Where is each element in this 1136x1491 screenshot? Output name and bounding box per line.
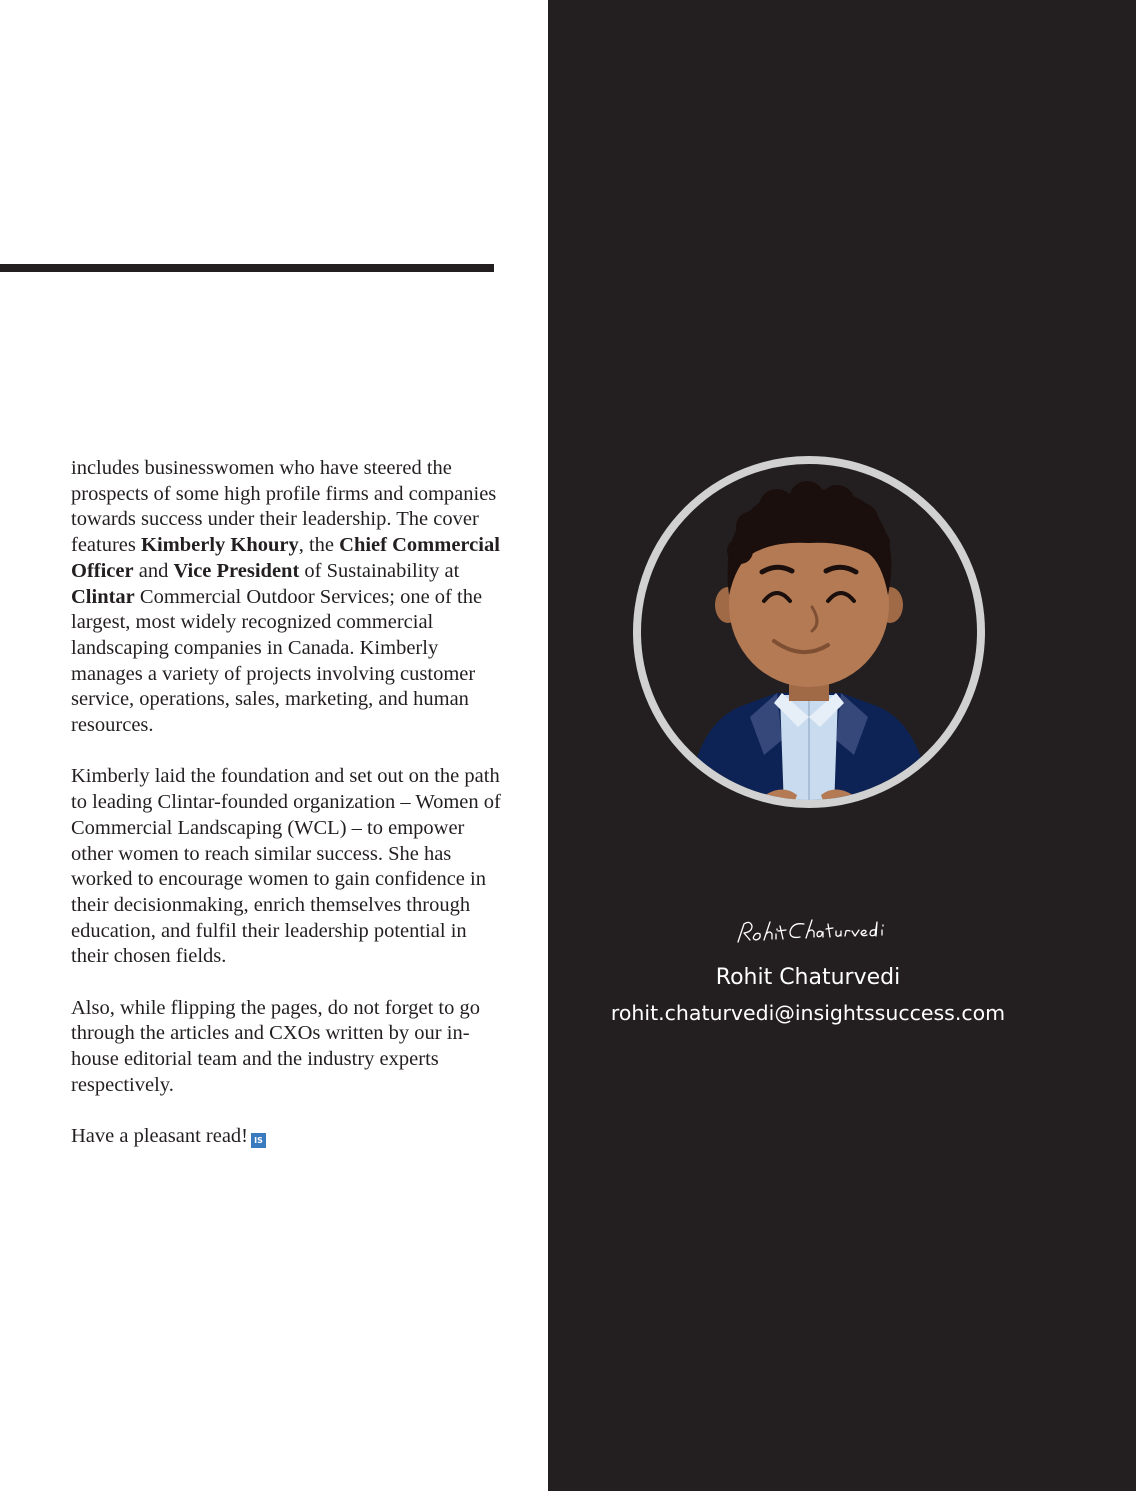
highlight-company: Clintar (71, 585, 135, 608)
editorial-body (71, 456, 501, 1176)
paragraph-wcl: Kimberly laid the foundation and set out on the path to leading Clintar-founded organization – Women of Commercial Landscaping (WCL) – to empower other women to reach similar success. She has worked to encourage women to gain confidence in their decisionmaking, enrich themselves through education, and fulfil their leadership potential in their chosen fields. (71, 765, 501, 968)
paragraph-cover-feature: includes businesswomen who have steered the prospects of some high profile firms and companies towards success under their leadership. The cover features Kimberly Khoury, the Chief Commercial Officer and Vice President of Sustainability at Clintar Commercial Outdoor Services; one of the largest, most widely recognized commercial landscaping companies in Canada. Kimberly manages a variety of projects involving customer service, operations, sales, marketing, and human resources. (71, 457, 500, 737)
article-column (0, 0, 548, 1491)
section-divider (0, 264, 494, 272)
editor-avatar (632, 455, 986, 809)
closing-text: Have a pleasant read! (71, 1125, 248, 1148)
editor-name: Rohit Chaturvedi (715, 965, 901, 990)
paragraph-articles: Also, while flipping the pages, do not forget to go through the articles and CXOs written by our in-house editorial team and the industry experts respectively. (71, 996, 480, 1096)
highlight-title-2: Vice President (173, 559, 300, 582)
editor-signature (700, 902, 920, 952)
highlight-name: Kimberly Khoury (141, 534, 299, 557)
highlight-title: Chief Commercial Officer (71, 534, 500, 582)
editor-email: rohit.chaturvedi@insightssuccess.com (610, 1001, 1006, 1025)
end-mark-icon: IS (251, 1133, 266, 1148)
paragraph-closing (71, 1124, 501, 1150)
